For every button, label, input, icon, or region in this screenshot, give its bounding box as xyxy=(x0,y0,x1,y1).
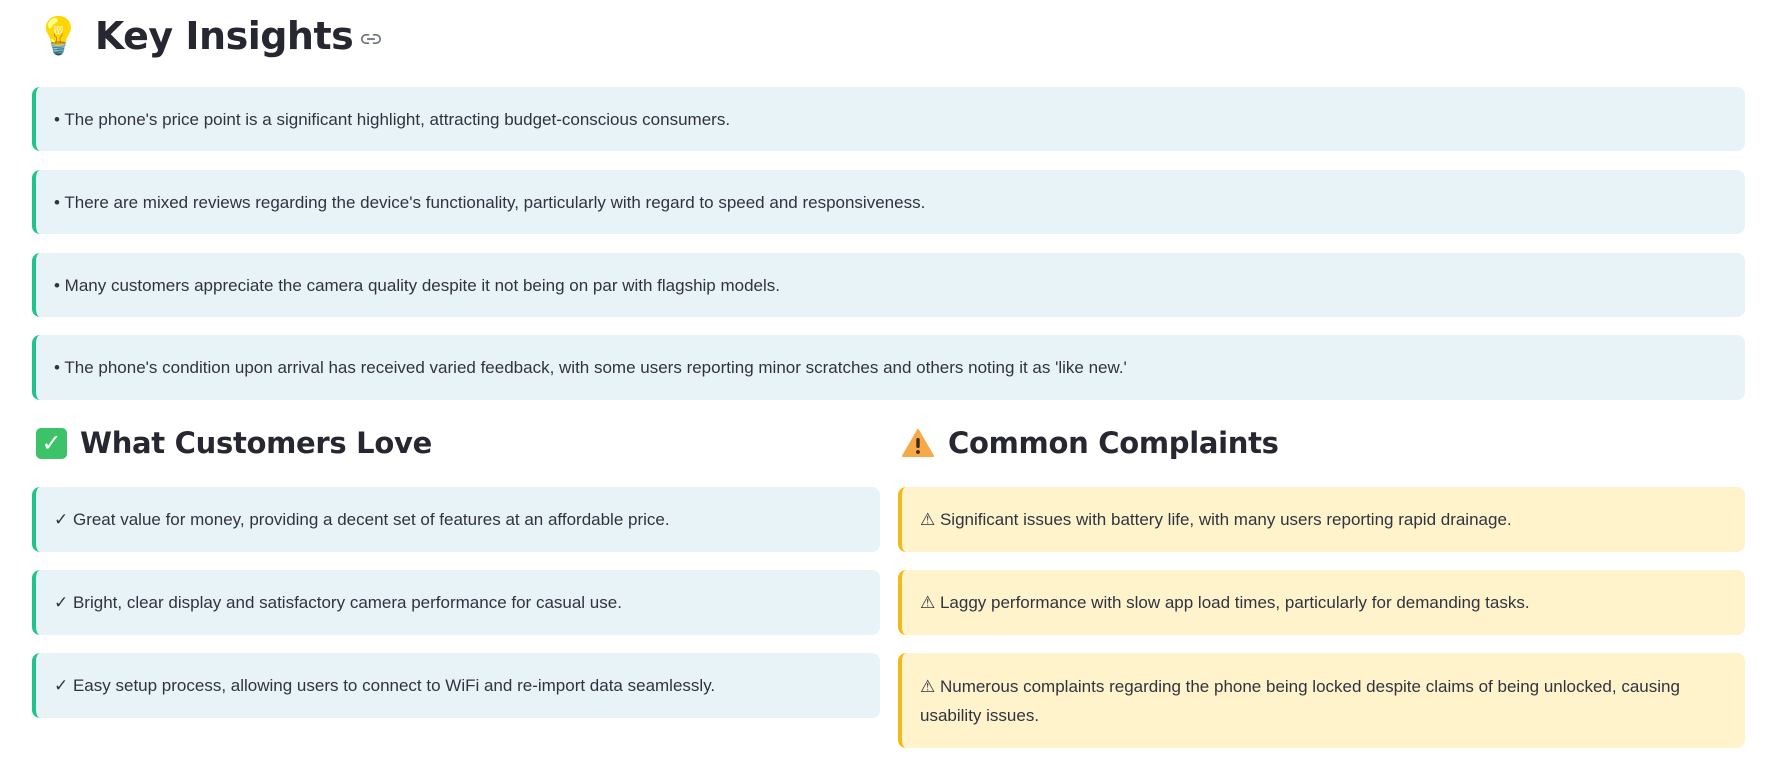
complaint-item-text: ⚠ Numerous complaints regarding the phone being locked despite claims of being unlocked, causing usability issues. xyxy=(920,676,1680,725)
insight-card xyxy=(32,170,1745,234)
warning-icon xyxy=(901,428,935,458)
love-item-text: ✓ Great value for money, providing a decent set of features at an affordable price. xyxy=(54,510,670,529)
complaints-section-header xyxy=(901,418,1279,468)
page-title: Key Insights xyxy=(94,14,354,58)
lightbulb-icon: 💡 xyxy=(36,15,81,56)
insight-text: • The phone's condition upon arrival has received varied feedback, with some users reporting minor scratches and others noting it as 'like new.' xyxy=(54,358,1127,377)
love-item xyxy=(32,653,880,718)
complaint-item xyxy=(898,653,1745,748)
complaint-item-text: ⚠ Laggy performance with slow app load times, particularly for demanding tasks. xyxy=(920,593,1530,612)
complaint-item-text: ⚠ Significant issues with battery life, with many users reporting rapid drainage. xyxy=(920,510,1512,529)
check-mark-icon: ✓ xyxy=(36,428,67,459)
complaints-section-title: Common Complaints xyxy=(948,426,1279,460)
love-item xyxy=(32,487,880,552)
love-section-title: What Customers Love xyxy=(80,426,432,460)
anchor-link-icon[interactable] xyxy=(361,29,381,49)
insight-text: • The phone's price point is a significant highlight, attracting budget-conscious consumers. xyxy=(54,109,731,129)
insight-text: • Many customers appreciate the camera quality despite it not being on par with flagship models. xyxy=(54,275,781,295)
page-header xyxy=(36,8,381,64)
complaint-item xyxy=(898,487,1745,552)
love-item-text: ✓ Bright, clear display and satisfactory camera performance for casual use. xyxy=(54,593,622,612)
insight-text: • There are mixed reviews regarding the device's functionality, particularly with regard to speed and responsiveness. xyxy=(54,192,926,212)
complaint-item xyxy=(898,570,1745,635)
insight-card xyxy=(32,87,1745,151)
insight-card xyxy=(32,335,1745,400)
love-item xyxy=(32,570,880,635)
insight-card xyxy=(32,253,1745,317)
love-section-header xyxy=(36,418,432,468)
love-item-text: ✓ Easy setup process, allowing users to connect to WiFi and re-import data seamlessly. xyxy=(54,676,716,695)
